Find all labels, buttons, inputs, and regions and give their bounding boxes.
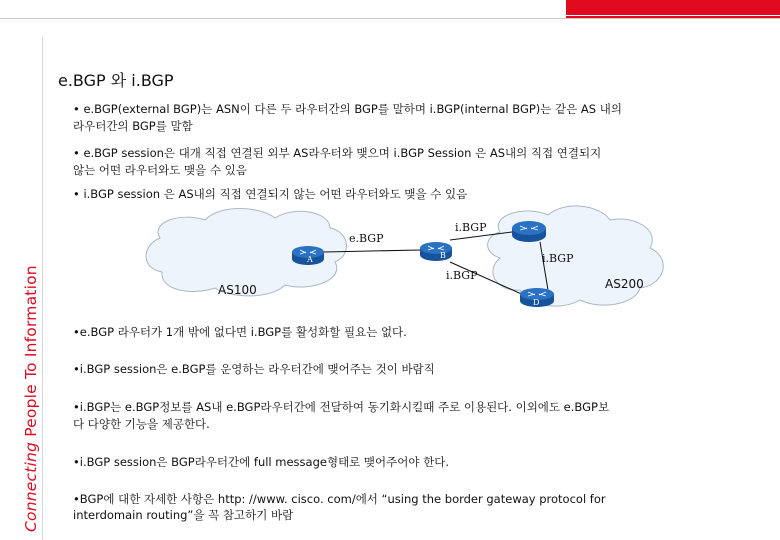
as200-label: AS200 <box>605 277 644 291</box>
link-label-ibgp-bc: i.BGP <box>455 221 487 234</box>
bullet-line: •BGP에 대한 자세한 사항은 http: //www. cisco. com/에서 “using the border gateway protocol for <box>73 492 606 506</box>
bullet-line: • e.BGP(external BGP)는 ASN이 다른 두 라우터간의 BGP를 말하며 i.BGP(internal BGP)는 같은 AS 내의 <box>73 102 622 116</box>
router-a-label: A <box>307 255 313 264</box>
router-b-icon <box>420 242 452 261</box>
bullet-line: 않는 어떤 라우터와도 맺을 수 있음 <box>73 163 247 177</box>
bullet-line: interdomain routing”을 꼭 참고하기 바람 <box>73 508 294 522</box>
link-label-ebgp: e.BGP <box>349 232 384 245</box>
bullet-line: •i.BGP session은 e.BGP를 운영하는 라우터간에 맺어주는 것이 바람직 <box>73 362 435 376</box>
tagline-rest: People To Information <box>22 265 40 442</box>
bullet-line: • i.BGP session 은 AS내의 직접 연결되지 않는 어떤 라우터와도 맺을 수 있음 <box>73 187 468 201</box>
router-a-icon <box>292 246 324 265</box>
bullet-line: •i.BGP session은 BGP라우터간에 full message형태로 맺어주어야 한다. <box>73 455 450 469</box>
link-label-ibgp-bd: i.BGP <box>446 269 478 282</box>
router-d-label: D <box>533 298 540 307</box>
bullet-line: • e.BGP session은 대개 직접 연결된 외부 AS라우터와 맺으며 i.BGP Session 은 AS내의 직접 연결되지 <box>73 146 602 160</box>
as100-label: AS100 <box>218 283 257 297</box>
link-label-ibgp-cd: i.BGP <box>542 252 574 265</box>
bullet-line: 라우터간의 BGP를 말함 <box>73 119 193 133</box>
bullet-line: 다 다양한 기능을 제공한다. <box>73 417 210 431</box>
router-c-icon <box>512 221 546 242</box>
bullet-line: •i.BGP는 e.BGP정보를 AS내 e.BGP라우터간에 전달하여 동기화시킬때 주로 이용된다. 이외에도 e.BGP보 <box>73 400 610 414</box>
router-b-label: B <box>440 251 446 260</box>
router-d-icon <box>520 288 554 307</box>
slide-title: e.BGP 와 i.BGP <box>58 71 174 90</box>
bullet-line: •e.BGP 라우터가 1개 밖에 없다면 i.BGP를 활성화할 필요는 없다. <box>73 325 407 339</box>
tagline-italic: Connecting <box>22 441 40 532</box>
